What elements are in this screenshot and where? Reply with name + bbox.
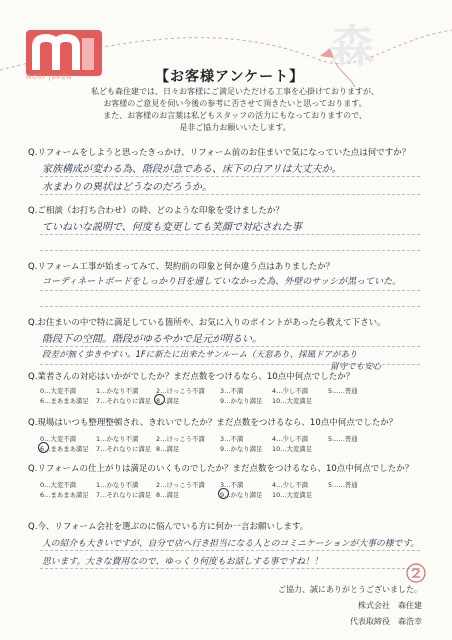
question-1: Q.リフォームをしようと思ったきっかけ、リフォーム前のお住まいで気になっていた点は何ですか？	[28, 148, 411, 158]
representative-name: 代表取締役 森浩幸	[350, 617, 422, 626]
answer-line	[40, 550, 420, 551]
answer-line	[40, 364, 420, 365]
answer-4-line-1: 階段下の空間。階段がゆるやかで足元が明るい。	[42, 334, 262, 345]
answer-3-line-1: コーディネートボードをしっかり目を通していなかった為、外壁のサッシが黒っていた。	[42, 277, 402, 287]
scale-option: 7…それなりに満足	[96, 491, 152, 499]
scale-option: 5……普通	[328, 387, 358, 395]
scale-option: 0…大変不満	[40, 387, 77, 395]
intro-text	[40, 86, 430, 134]
answer-2-line-1: ていねいな説明で、何度も変更しても笑顔で対応された事	[42, 222, 302, 233]
scale-option: 0…大変不満	[40, 481, 77, 489]
scale-option: 6…まあまあ満足	[40, 491, 89, 499]
scale-option: 6…まあまあ満足	[40, 397, 89, 405]
scale-option: 8…満足	[156, 445, 180, 453]
scale-option: 5……普通	[328, 435, 358, 443]
scale-option: 9…かなり満足	[220, 445, 263, 453]
scale-option: 4…少し不満	[272, 387, 309, 395]
intro-line: 是非ご協力お願いいたします。	[179, 123, 291, 132]
question-6: Q.現場はいつも整理整頓され、きれいでしたか？まだ点数をつけるなら、10点中何点でしたか？	[28, 418, 398, 428]
scale-option: 1…かなり不満	[96, 387, 139, 395]
scale-option: 2…けっこう不満	[156, 481, 205, 489]
scale-option: 4…少し不満	[272, 435, 309, 443]
scale-option: 9…かなり満足	[220, 397, 263, 405]
footer	[278, 582, 422, 630]
thanks-text: ご協力、誠にありがとうございました。	[278, 585, 422, 594]
question-4: Q.お住まいの中で特に満足している箇所や、お気に入りのポイントがあったら教えて下さい。	[28, 318, 386, 328]
answer-line	[40, 568, 420, 569]
answer-4-line-2: 段差が無く歩きやすい。1Fに新たに出来たサンルーム（天窓あり、採風ドアがあり	[42, 350, 358, 360]
selected-rating-mark	[38, 442, 49, 453]
answer-line	[40, 306, 420, 307]
scale-option: 1…かなり不満	[96, 481, 139, 489]
answer-8-line-1: 人の紹介も大きいですが、自分で店へ行き担当になる人とのコミニケーションが大事の様です。	[42, 539, 420, 549]
answer-line	[40, 176, 420, 177]
scale-option: 10…大変満足	[272, 491, 313, 499]
scale-option: 10…大変満足	[272, 445, 313, 453]
scale-option: 10…大変満足	[272, 397, 313, 405]
scale-option: 0…大変不満	[40, 435, 77, 443]
scale-option: 8…満足	[156, 491, 180, 499]
intro-line: 私ども森住建では、日々お客様にご満足いただける工事を心掛けておりますが、	[91, 87, 379, 96]
scale-option: 5……普通	[328, 481, 358, 489]
intro-line: お客様のご意見を伺い今後の参考に否させて頂きたいと思っております。	[103, 99, 367, 108]
scale-option: 3…不満	[220, 387, 244, 395]
answer-1-line-1: 家族構成が変わる為、階段が急である、床下の白アリは大丈夫か。	[42, 164, 342, 175]
answer-line	[40, 194, 420, 195]
answer-line	[40, 290, 420, 291]
company-logo	[26, 30, 102, 80]
selected-rating-mark	[154, 394, 165, 405]
scale-option: 3…不満	[220, 481, 244, 489]
respondent-seal	[405, 562, 427, 584]
answer-line	[40, 346, 420, 347]
scale-option: 7…それなりに満足	[96, 397, 152, 405]
answer-4-line-3: 留守でも安心	[330, 362, 382, 372]
scale-option: 2…けっこう不満	[156, 435, 205, 443]
scale-option: 8…満足	[156, 397, 180, 405]
question-5: Q.業者さんの対応はいかがでしたか？まだ点数をつけるなら、10点中何点でしたか？	[28, 372, 355, 382]
answer-1-line-2: 水まわりの異状はどうなのだろうか。	[42, 182, 212, 193]
scale-option: 1…かなり不満	[96, 435, 139, 443]
scale-option: 7…それなりに満足	[96, 445, 152, 453]
intro-line: また、お客様のお言葉は私どもスタッフの活力にもなっておりますので、	[103, 111, 367, 120]
scale-option: 9…かなり満足	[220, 491, 263, 499]
question-3: Q.リフォーム工事が始まってみて、契約前の印象と何か違う点はありましたか？	[28, 262, 335, 272]
selected-rating-mark	[218, 488, 229, 499]
scale-option: 6…まあまあ満足	[40, 445, 89, 453]
logo-subtitle: MORI JUKEN	[26, 74, 73, 81]
question-2: Q.ご相談（お打ち合わせ）の時、どのような印象を受けましたか？	[28, 206, 284, 216]
scale-option: 2…けっこう不満	[156, 387, 205, 395]
scale-option: 4…少し不満	[272, 481, 309, 489]
answer-line	[40, 234, 420, 235]
question-8: Q.今、リフォーム会社を選ぶのに悩んでいる方に何か一言お願いします。	[28, 522, 309, 532]
answer-line	[40, 250, 420, 251]
answer-8-line-2: 思います。大きな費用なので、ゆっくり何度もお話しする事ですね！！	[42, 557, 323, 567]
company-name: 株式会社 森住建	[358, 601, 422, 610]
scale-option: 3…不満	[220, 435, 244, 443]
watermark-text: 森	[330, 21, 374, 72]
question-7: Q.リフォームの仕上がりは満足のいくものでしたか？まだ点数をつけるなら、10点中何点でしたか？	[28, 464, 414, 474]
page-title: 【お客様アンケート】	[155, 69, 305, 85]
